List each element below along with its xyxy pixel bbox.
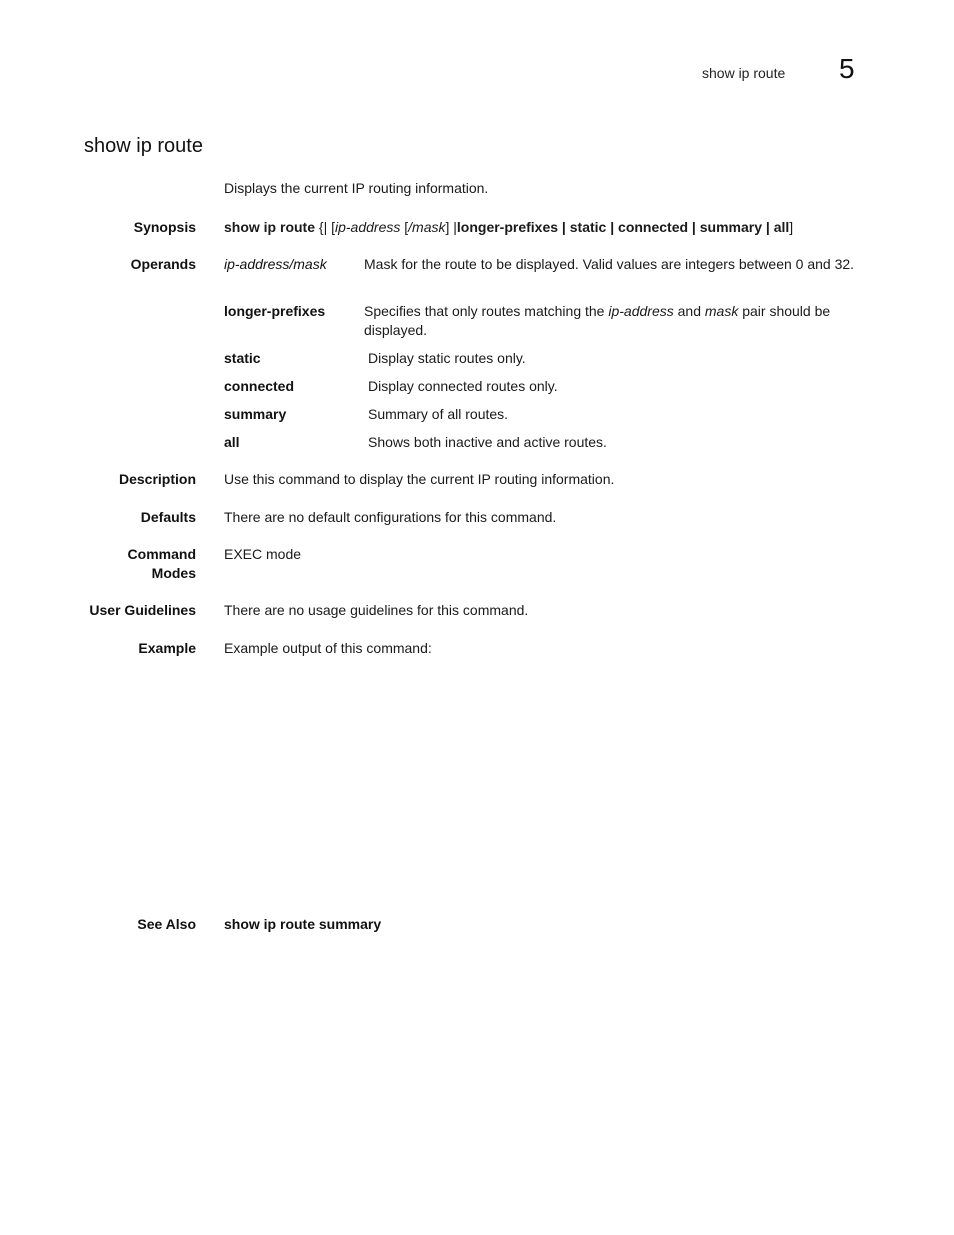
operand-desc-connected: Display connected routes only. xyxy=(368,378,558,394)
synopsis-summary: summary xyxy=(699,219,763,235)
chapter-number: 5 xyxy=(839,53,855,84)
synopsis-ip-address: ip-address xyxy=(334,219,401,235)
synopsis-label: Synopsis xyxy=(133,219,196,235)
synopsis-bracket-close: ] | xyxy=(445,219,457,235)
description-label: Description xyxy=(118,471,196,487)
synopsis-brace-open: {| [ xyxy=(315,219,335,235)
user-guidelines-text: There are no usage guidelines for this command. xyxy=(224,602,529,618)
synopsis-longer-prefixes: longer-prefixes xyxy=(456,219,559,235)
operand-name-connected: connected xyxy=(224,378,295,394)
operand-desc-summary: Summary of all routes. xyxy=(368,406,509,422)
synopsis-slash-mask: /mask xyxy=(408,219,446,235)
synopsis-sep-1: | xyxy=(558,219,570,235)
intro-text: Displays the current IP routing information. xyxy=(224,180,489,196)
synopsis-text xyxy=(224,218,793,237)
see-also-link-show-ip-route-summary[interactable]: show ip route summary xyxy=(224,916,382,932)
defaults-label: Defaults xyxy=(140,509,196,525)
example-text: Example output of this command: xyxy=(224,640,432,656)
defaults-text: There are no default configurations for this command. xyxy=(224,509,557,525)
operand-name-static: static xyxy=(224,350,261,366)
command-modes-text: EXEC mode xyxy=(224,546,302,562)
running-head: show ip route xyxy=(702,65,786,81)
operand-desc-longer-prefixes xyxy=(364,302,864,340)
operands-label: Operands xyxy=(130,256,196,272)
operand-desc-ip-address-mask: Mask for the route to be displayed. Valid values are integers between 0 and 32. xyxy=(364,256,855,272)
command-modes-label-line2: Modes xyxy=(151,565,196,581)
synopsis-close: ] xyxy=(789,219,794,235)
operand-name-summary: summary xyxy=(224,406,287,422)
operand-desc-longer-prefixes-mid: and xyxy=(673,303,705,319)
description-text: Use this command to display the current IP routing information. xyxy=(224,471,615,487)
synopsis-all: all xyxy=(773,219,790,235)
operand-name-ip-address-mask: ip-address/mask xyxy=(224,256,327,272)
user-guidelines-label: User Guidelines xyxy=(89,602,196,618)
operand-desc-longer-prefixes-post: pair should be displayed. xyxy=(364,303,831,338)
see-also-label: See Also xyxy=(137,916,196,932)
synopsis-connected: connected xyxy=(618,219,689,235)
synopsis-sep-3: | xyxy=(688,219,700,235)
see-also-content xyxy=(224,915,381,934)
command-modes-label xyxy=(128,545,196,583)
operand-desc-static: Display static routes only. xyxy=(368,350,526,366)
operand-name-longer-prefixes: longer-prefixes xyxy=(224,303,326,319)
example-label: Example xyxy=(138,640,196,656)
operand-desc-longer-prefixes-pre: Specifies that only routes matching the xyxy=(364,303,609,319)
synopsis-cmd: show ip route xyxy=(224,219,315,235)
operand-name-all: all xyxy=(224,434,240,450)
synopsis-static: static xyxy=(569,219,607,235)
synopsis-sep-2: | xyxy=(606,219,619,235)
command-modes-label-line1: Command xyxy=(127,546,196,562)
synopsis-sep-4: | xyxy=(762,219,774,235)
operand-desc-mask-term: mask xyxy=(704,303,739,319)
operand-desc-ip-address-term: ip-address xyxy=(608,303,674,319)
page-title: show ip route xyxy=(84,135,203,157)
operand-desc-all: Shows both inactive and active routes. xyxy=(368,434,607,450)
synopsis-bracket-open: [ xyxy=(400,219,409,235)
